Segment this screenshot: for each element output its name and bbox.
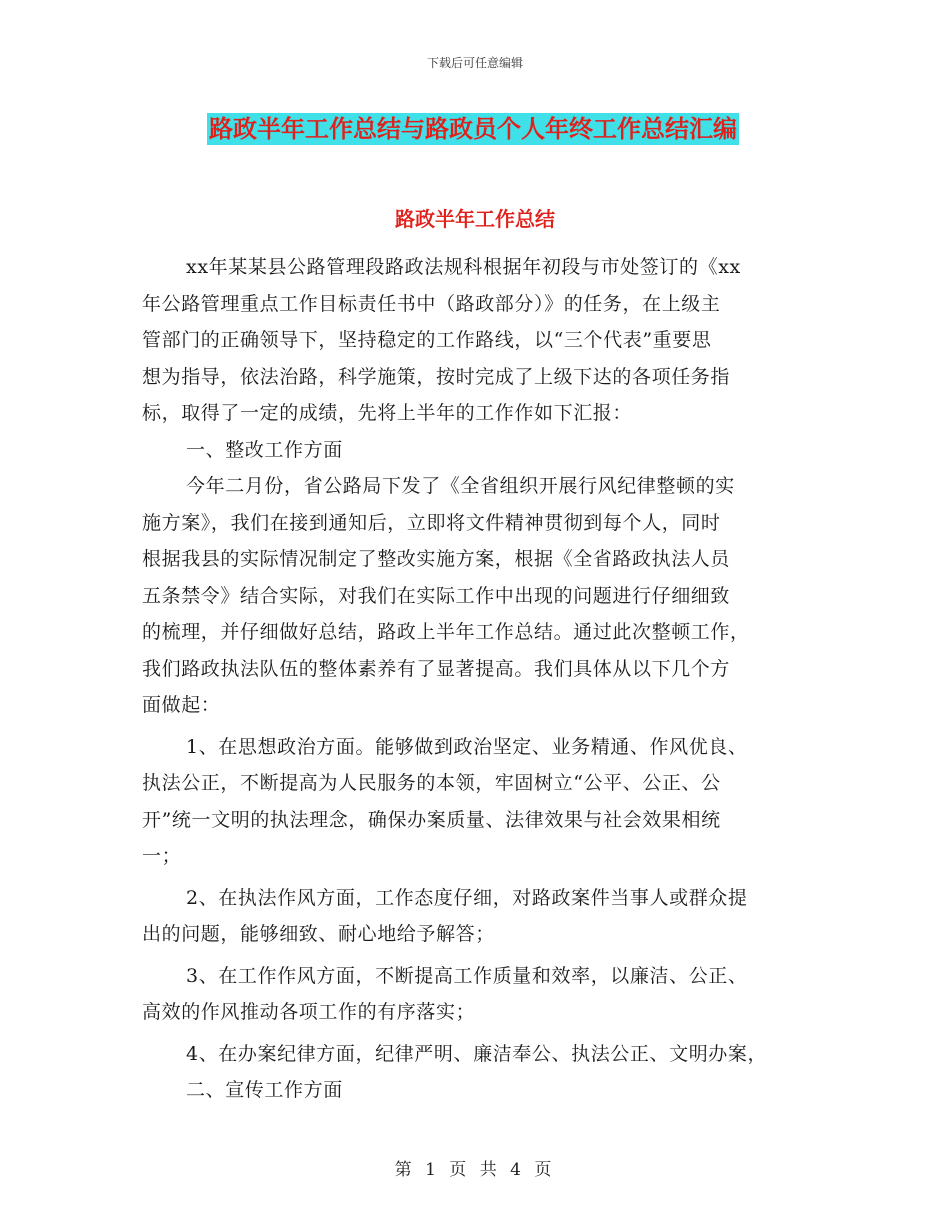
page-footer: 第 1 页 共 4 页 <box>394 1160 556 1180</box>
paragraph-line: 出的问题，能够细致、耐心地给予解答； <box>142 923 495 945</box>
list-item-line: 3、在工作作风方面，不断提高工作质量和效率，以廉洁、公正、 <box>186 964 748 987</box>
paragraph-line: 年公路管理重点工作目标责任书中（路政部分）》的任务，在上级主 <box>142 292 721 315</box>
paragraph-line: 想为指导，依法治路，科学施策，按时完成了上级下达的各项任务指 <box>142 365 731 388</box>
paragraph-line: 今年二月份，省公路局下发了《全省组织开展行风纪律整顿的实 <box>186 475 735 497</box>
paragraph-line: xx年某某县公路管理段路政法规科根据年初段与市处签订的《xx <box>186 256 741 278</box>
header-note: 下载后可任意编辑 <box>426 56 523 70</box>
list-item-line: 2、在执法作风方面，工作态度仔细，对路政案件当事人或群众提 <box>186 886 748 909</box>
paragraph-line: 面做起： <box>142 694 221 716</box>
paragraph-line: 的梳理，并仔细做好总结，路政上半年工作总结。通过此次整顿工作， <box>142 621 750 643</box>
subheading-line: 二、宣传工作方面 <box>186 1079 343 1101</box>
list-item-line: 4、在办案纪律方面，纪律严明、廉洁奉公、执法公正、文明办案， <box>186 1042 768 1065</box>
list-item-line: 1、在思想政治方面。能够做到政治坚定、业务精通、作风优良、 <box>186 735 748 758</box>
subheading-line: 一、整改工作方面 <box>186 438 343 461</box>
paragraph-line: 高效的作风推动各项工作的有序落实； <box>142 1001 476 1023</box>
document-title: 路政半年工作总结与路政员个人年终工作总结汇编 <box>209 115 737 143</box>
paragraph-line: 开”统一文明的执法理念，确保办案质量、法律效果与社会效果相统 <box>142 808 721 831</box>
section-title: 路政半年工作总结 <box>395 207 555 231</box>
body-text <box>142 249 812 1109</box>
paragraph-line: 管部门的正确领导下，坚持稳定的工作路线，以“三个代表”重要思 <box>142 329 712 351</box>
paragraph-line: 执法公正，不断提高为人民服务的本领，牢固树立“公平、公正、公 <box>142 772 721 794</box>
paragraph-line: 根据我县的实际情况制定了整改实施方案，根据《全省路政执法人员 <box>142 548 731 570</box>
paragraph-line: 一； <box>142 845 182 867</box>
paragraph-line: 施方案》，我们在接到通知后，立即将文件精神贯彻到每个人，同时 <box>142 511 721 534</box>
paragraph-line: 我们路政执法队伍的整体素养有了显著提高。我们具体从以下几个方 <box>142 657 731 680</box>
paragraph-line: 五条禁令》结合实际，对我们在实际工作中出现的问题进行仔细细致 <box>142 584 731 607</box>
paragraph-line: 标，取得了一定的成绩，先将上半年的工作作如下汇报： <box>142 402 633 424</box>
